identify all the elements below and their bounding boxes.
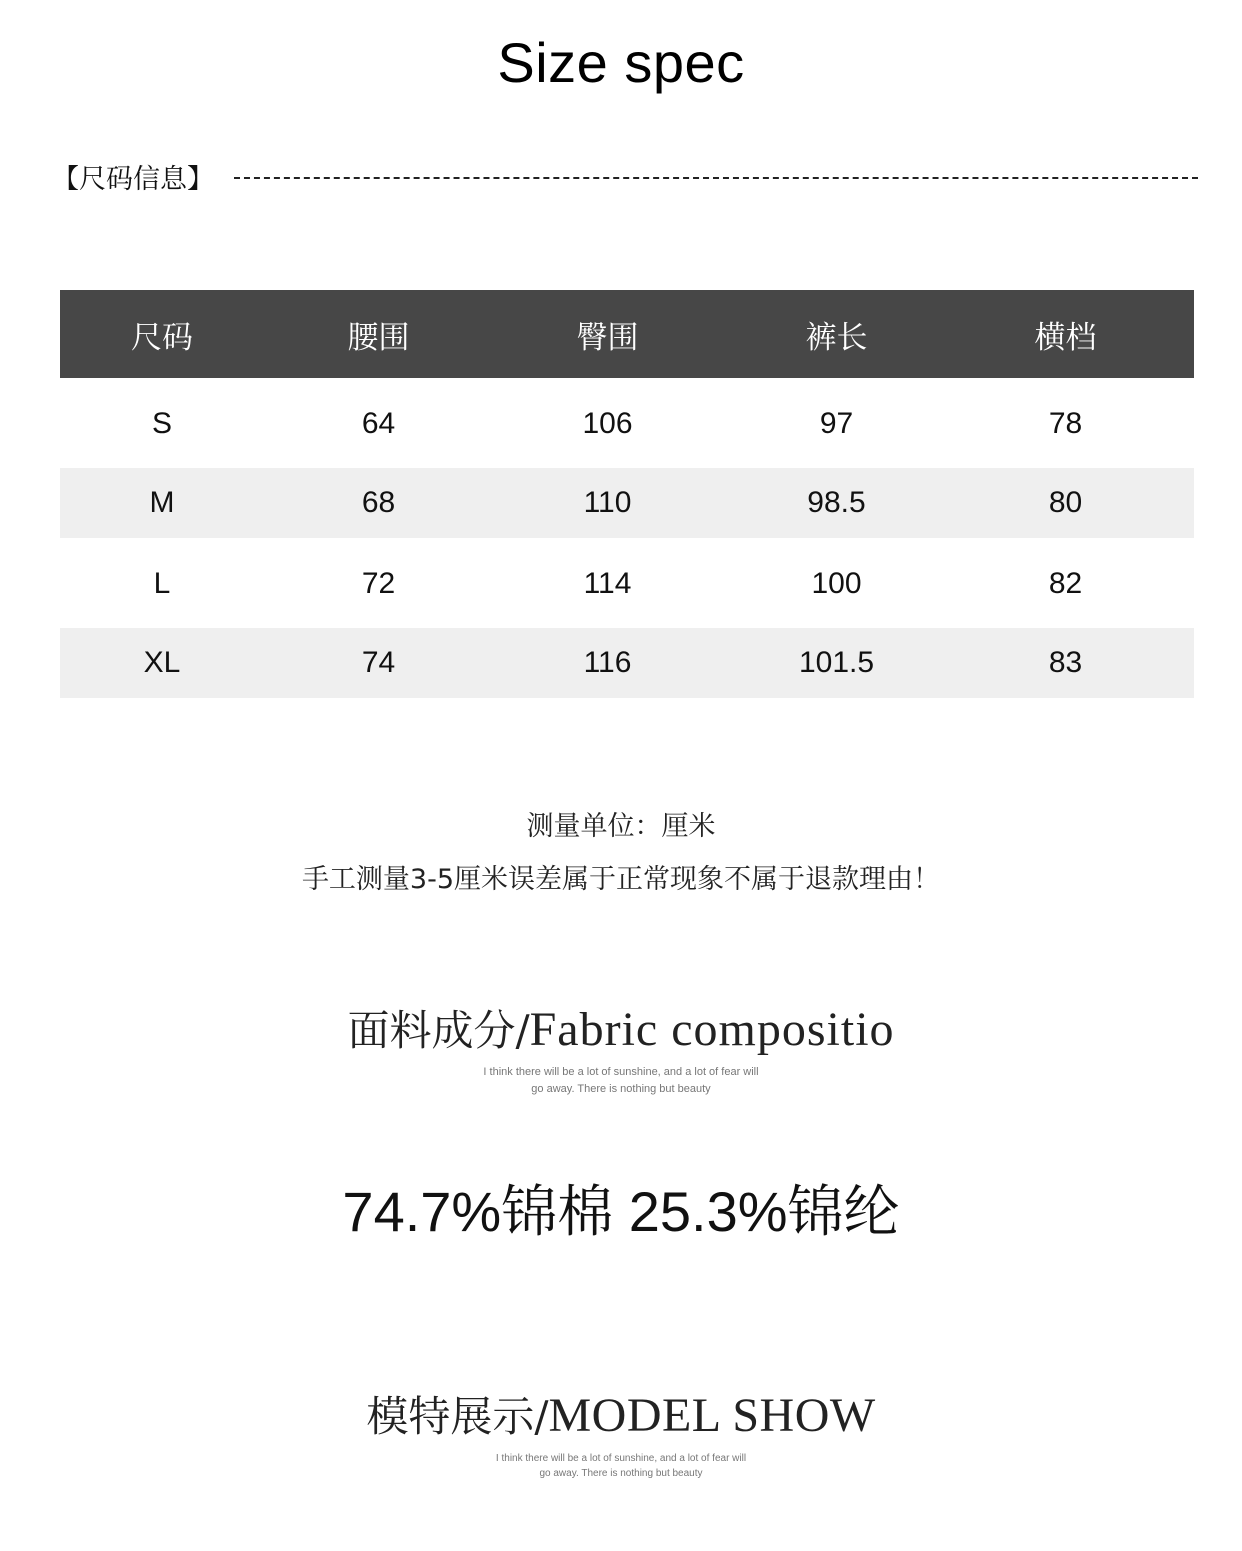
cell-length: 101.5	[798, 646, 875, 679]
model-subtitle-line1: I think there will be a lot of sunshine, and a lot of fear will	[495, 1453, 747, 1464]
cell-size: XL	[143, 646, 181, 679]
cell-thigh: 82	[1048, 567, 1083, 600]
dashed-divider	[234, 177, 1198, 179]
fabric-composition: 74.7%锦棉 25.3%锦纶	[342, 1180, 900, 1243]
fabric-title-cn: 面料成分/	[347, 1006, 530, 1055]
cell-waist: 74	[361, 646, 396, 679]
measurement-unit-note: 测量单位：厘米	[526, 811, 716, 842]
model-title-en: MODEL SHOW	[548, 1389, 876, 1442]
size-info-label: 【尺码信息】	[52, 163, 214, 195]
model-subtitle	[0, 1451, 1242, 1481]
page-title: Size spec	[497, 31, 745, 94]
cell-size: S	[151, 407, 172, 440]
fabric-subtitle-line2: go away. There is nothing but beauty	[531, 1083, 711, 1095]
size-table-header	[60, 290, 1194, 378]
size-info-header	[52, 156, 1198, 196]
header-waist: 腰围	[347, 319, 410, 356]
cell-hip: 116	[583, 646, 632, 679]
table-row	[60, 468, 1194, 538]
measurement-disclaimer: 手工测量3-5厘米误差属于正常现象不属于退款理由！	[301, 864, 941, 895]
cell-size: M	[149, 486, 175, 519]
model-title-cn: 模特展示/	[366, 1392, 549, 1441]
cell-waist: 72	[361, 567, 396, 600]
cell-length: 97	[819, 407, 854, 440]
size-table	[60, 290, 1194, 698]
cell-length: 98.5	[807, 486, 866, 519]
table-row	[60, 628, 1194, 698]
table-row	[60, 538, 1194, 628]
model-section-title	[0, 1384, 1242, 1444]
cell-waist: 64	[361, 407, 396, 440]
header-thigh: 横档	[1034, 319, 1097, 356]
cell-hip: 110	[583, 486, 632, 519]
fabric-subtitle	[0, 1064, 1242, 1098]
fabric-subtitle-line1: I think there will be a lot of sunshine, and a lot of fear will	[483, 1066, 759, 1078]
header-length: 裤长	[805, 319, 868, 356]
model-subtitle-line2: go away. There is nothing but beauty	[539, 1468, 703, 1479]
header-hip: 臀围	[576, 319, 639, 356]
cell-waist: 68	[361, 486, 396, 519]
cell-size: L	[153, 567, 171, 600]
cell-length: 100	[811, 567, 862, 600]
header-size: 尺码	[131, 319, 193, 356]
cell-thigh: 80	[1048, 486, 1083, 519]
cell-hip: 114	[583, 567, 632, 600]
cell-thigh: 83	[1048, 646, 1083, 679]
fabric-section-title	[0, 998, 1242, 1058]
table-row	[60, 378, 1194, 468]
cell-thigh: 78	[1048, 407, 1083, 440]
cell-hip: 106	[582, 407, 633, 440]
fabric-title-en: Fabric compositio	[529, 1003, 895, 1056]
